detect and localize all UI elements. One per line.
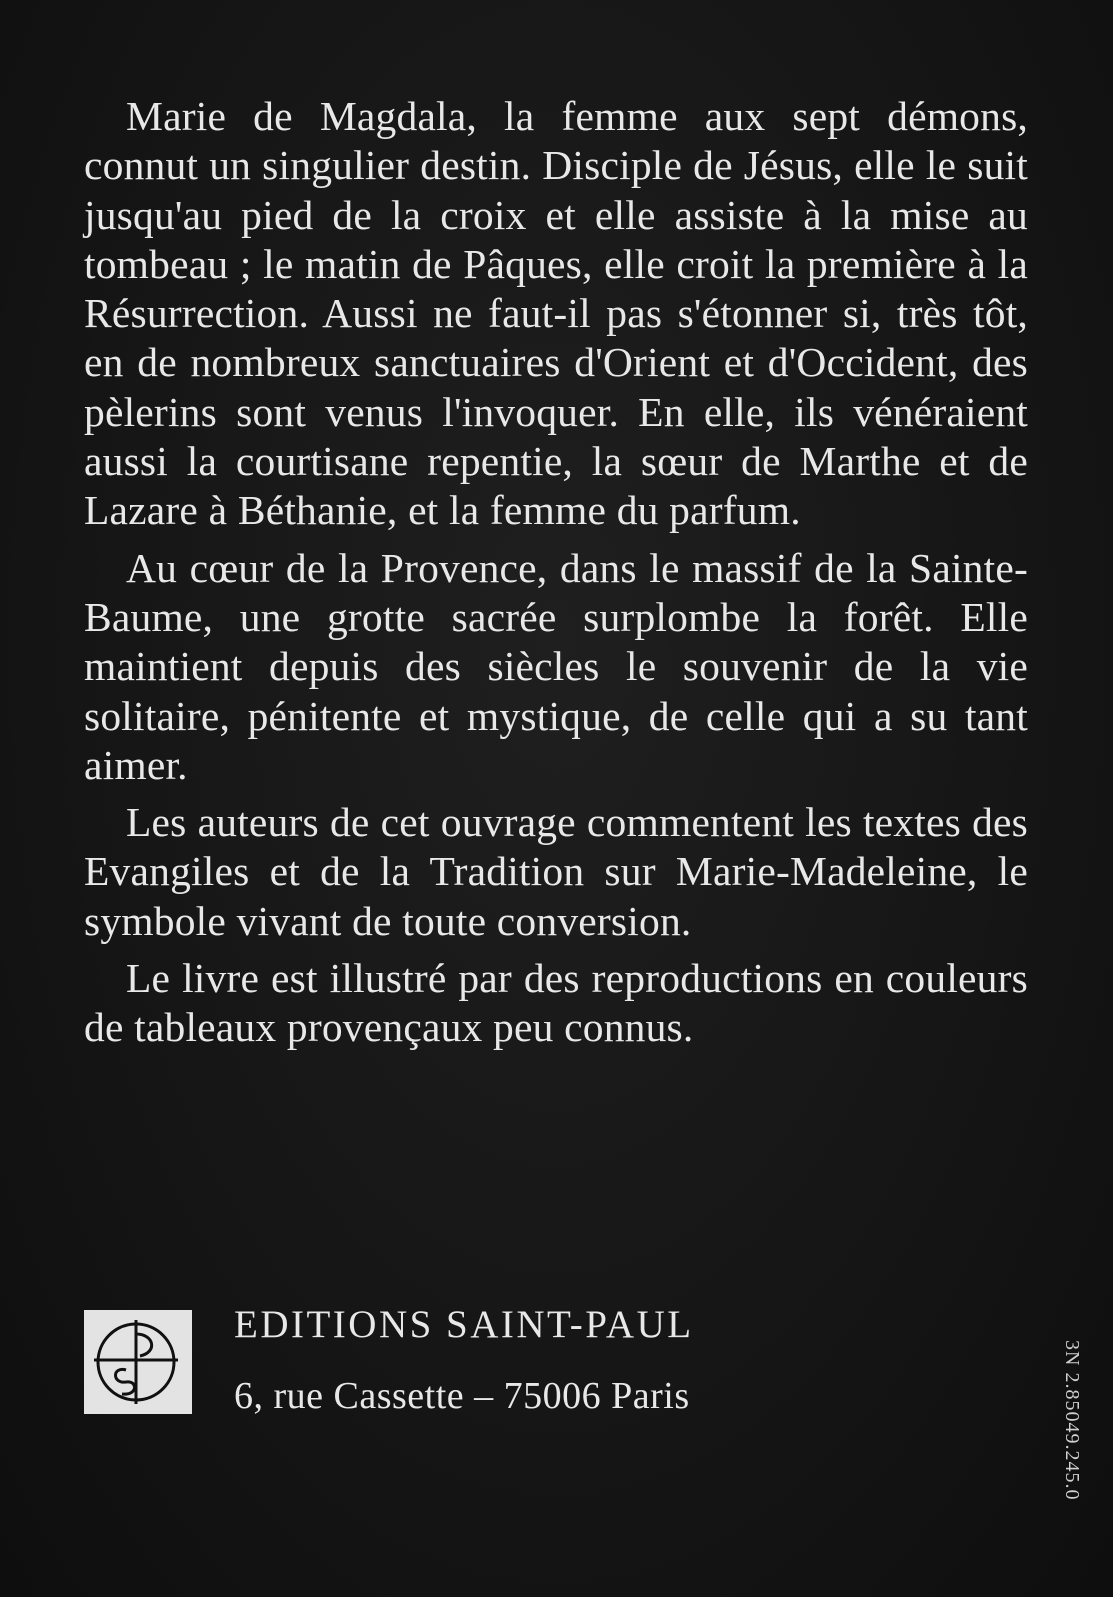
blurb-paragraph-4: Le livre est illustré par des reproductions en couleurs de tableaux provençaux peu connus. — [84, 955, 1028, 1051]
isbn-text: 3N 2.85049.245.0 — [1061, 1340, 1083, 1501]
isbn-label — [1052, 1340, 1092, 1597]
blurb-paragraph-3: Les auteurs de cet ouvrage commentent les textes des Evangiles et de la Tradition sur Marie-Madeleine, le symbole vivant de toute conversion. — [84, 799, 1028, 944]
saint-paul-logo-icon — [84, 1310, 192, 1414]
blurb-paragraph-2: Au cœur de la Provence, dans le massif de la Sainte-Baume, une grotte sacrée surplombe la forêt. Elle maintient depuis des siècles le souvenir de la vie solitaire, pénitente et mystique, de celle qui a su tant aimer. — [84, 544, 1028, 788]
logo-graphic — [84, 1310, 192, 1414]
blurb-paragraph-1: Marie de Magdala, la femme aux sept démons, connut un singulier destin. Disciple de Jésus, elle le suit jusqu'au pied de la croix et elle assiste à la mise au tombeau ; le matin de Pâques, elle croit la première à la Résurrection. Aussi ne faut-il pas s'étonner si, très tôt, en de nombreux sanctuaires d'Orient et d'Occident, des pèlerins sont venus l'invoquer. En elle, ils vénéraient aussi la courtisane repentie, la sœur de Marthe et de Lazare à Béthanie, et la femme du parfum. — [84, 93, 1028, 534]
publisher-address: 6, rue Cassette – 75006 Paris — [234, 1375, 690, 1417]
publisher-name: EDITIONS SAINT-PAUL — [234, 1303, 694, 1346]
blurb-text — [84, 92, 1028, 1061]
publisher-block — [84, 1302, 964, 1432]
